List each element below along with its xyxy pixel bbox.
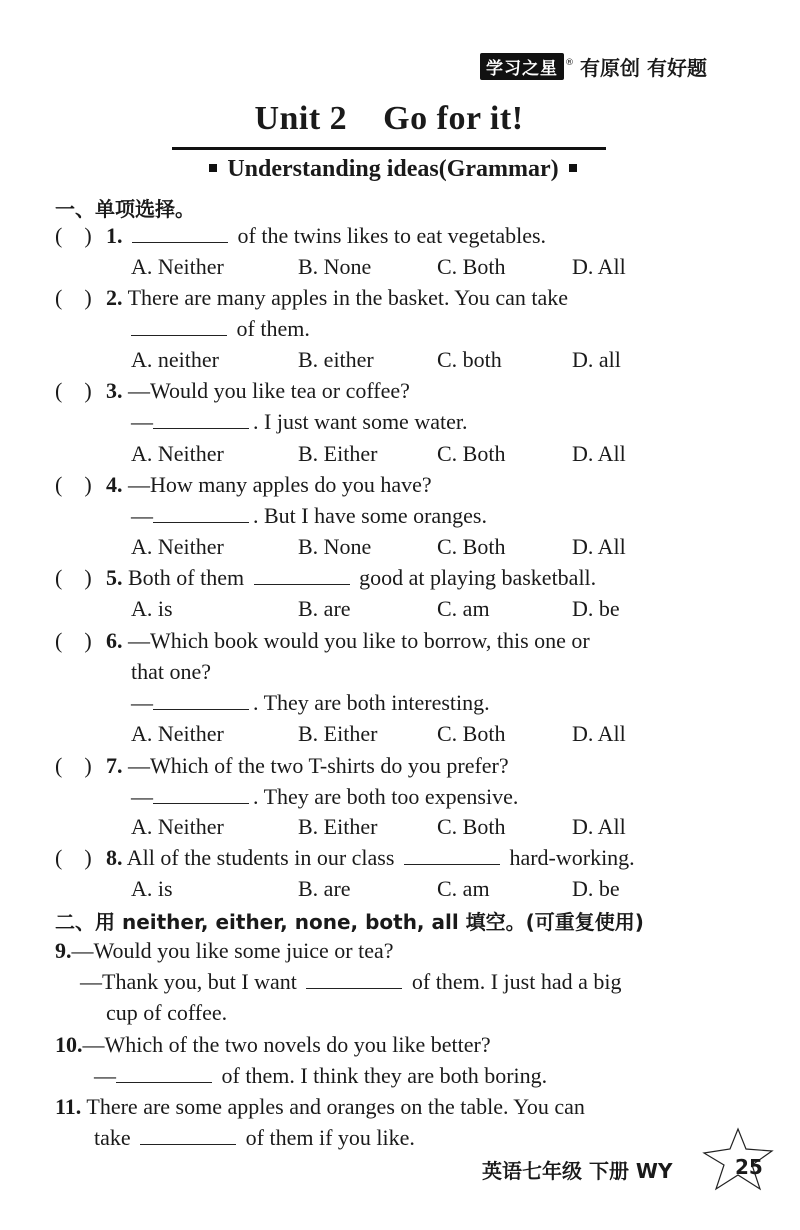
blank-q2[interactable]	[131, 317, 227, 336]
option-a: A. neither	[131, 347, 219, 372]
answer-paren-q1[interactable]: ( )	[55, 223, 92, 248]
question-8	[106, 844, 635, 872]
question-text: of them. I think they are both boring.	[221, 1063, 548, 1088]
option-b: B. are	[298, 876, 351, 901]
question-2-cont	[131, 315, 310, 343]
question-text: of them. I just had a big	[411, 969, 622, 994]
page-number: 25	[735, 1155, 763, 1179]
option-a: A. is	[131, 596, 173, 621]
option-d: D. be	[572, 876, 620, 901]
blank-q3[interactable]	[153, 410, 249, 429]
question-number: 4.	[106, 472, 123, 497]
option-a: A. Neither	[131, 254, 224, 279]
question-number: 1.	[106, 223, 123, 248]
answer-paren-q7[interactable]: ( )	[55, 753, 92, 778]
question-text: —Which of the two novels do you like better?	[82, 1032, 491, 1057]
option-d: D. All	[572, 254, 626, 279]
question-text: —Which of the two T-shirts do you prefer?	[128, 753, 509, 778]
question-text: There are many apples in the basket. You can take	[127, 285, 569, 310]
question-text: —Would you like some juice or tea?	[71, 938, 394, 963]
question-7	[106, 752, 509, 780]
question-number: 6.	[106, 628, 123, 653]
blank-q9[interactable]	[306, 970, 402, 989]
option-b: B. either	[298, 347, 374, 372]
option-d: D. All	[572, 441, 626, 466]
question-number: 8.	[106, 845, 123, 870]
answer-paren-q5[interactable]: ( )	[55, 565, 92, 590]
option-b: B. Either	[298, 441, 378, 466]
answer-paren-q6[interactable]: ( )	[55, 628, 92, 653]
option-a: A. Neither	[131, 441, 224, 466]
dash: —	[131, 784, 153, 809]
blank-q7[interactable]	[153, 785, 249, 804]
option-b: B. are	[298, 596, 351, 621]
question-text: —Which book would you like to borrow, this one or	[128, 628, 590, 653]
bullet-left-icon	[209, 164, 217, 172]
answer-paren-q2[interactable]: ( )	[55, 285, 92, 310]
question-text: —Thank you, but I want	[80, 969, 297, 994]
brand-name: 学习之星	[480, 53, 564, 80]
option-c: C. Both	[437, 441, 506, 466]
answer-paren-q4[interactable]: ( )	[55, 472, 92, 497]
brand-logo	[480, 52, 707, 81]
question-10	[55, 1031, 491, 1059]
question-number: 7.	[106, 753, 123, 778]
question-6-answer	[131, 689, 490, 717]
section2-heading: 二、用 neither, either, none, both, all 填空。(可重复使用)	[55, 910, 644, 934]
option-b: B. Either	[298, 721, 378, 746]
question-text: of the twins likes to eat vegetables.	[237, 223, 547, 248]
blank-q11[interactable]	[140, 1126, 236, 1145]
page-title: Unit 2 Go for it!	[254, 100, 524, 137]
question-number: 5.	[106, 565, 123, 590]
blank-q8[interactable]	[404, 846, 500, 865]
option-a: A. Neither	[131, 534, 224, 559]
blank-q6[interactable]	[153, 691, 249, 710]
question-7-cont	[131, 783, 518, 811]
question-10-answer	[94, 1062, 547, 1090]
answer-paren-q3[interactable]: ( )	[55, 378, 92, 403]
question-11-cont	[94, 1124, 415, 1152]
blank-q5[interactable]	[254, 566, 350, 585]
title-underline	[172, 147, 606, 150]
option-b: B. None	[298, 254, 372, 279]
option-d: D. All	[572, 534, 626, 559]
book-info: 英语七年级 下册 WY	[482, 1159, 673, 1183]
question-number: 9.	[55, 938, 72, 963]
question-3-cont	[131, 408, 467, 436]
question-text: of them if you like.	[245, 1125, 415, 1150]
question-text: There are some apples and oranges on the table. You can	[86, 1094, 585, 1119]
option-c: C. Both	[437, 254, 506, 279]
question-text: . But I have some oranges.	[253, 503, 487, 528]
option-b: B. None	[298, 534, 372, 559]
dash: —	[131, 409, 153, 434]
option-c: C. Both	[437, 721, 506, 746]
question-2	[106, 284, 568, 312]
page-subtitle	[168, 156, 618, 183]
blank-q10[interactable]	[116, 1064, 212, 1083]
question-number: 11.	[55, 1094, 82, 1119]
question-text: hard-working.	[509, 845, 635, 870]
option-d: D. All	[572, 814, 626, 839]
option-d: D. all	[572, 347, 621, 372]
dash: —	[94, 1063, 116, 1088]
blank-q4[interactable]	[153, 504, 249, 523]
option-a: A. is	[131, 876, 173, 901]
section1-heading: 一、单项选择。	[55, 197, 195, 221]
option-c: C. Both	[437, 534, 506, 559]
dash: —	[131, 503, 153, 528]
option-c: C. am	[437, 596, 490, 621]
brand-slogan: 有原创 有好题	[580, 56, 707, 80]
question-6-cont: that one?	[131, 659, 212, 684]
question-11	[55, 1093, 585, 1121]
dash: —	[131, 690, 153, 715]
question-3	[106, 377, 410, 405]
question-5	[106, 564, 596, 592]
question-4-cont	[131, 502, 487, 530]
option-c: C. Both	[437, 814, 506, 839]
question-text: . I just want some water.	[253, 409, 468, 434]
option-c: C. am	[437, 876, 490, 901]
option-a: A. Neither	[131, 814, 224, 839]
question-text: good at playing basketball.	[359, 565, 597, 590]
question-text: . They are both interesting.	[253, 690, 490, 715]
option-d: D. be	[572, 596, 620, 621]
question-text: Both of them	[128, 565, 245, 590]
subtitle-text: Understanding ideas(Grammar)	[227, 156, 559, 182]
question-6	[106, 627, 590, 655]
option-d: D. All	[572, 721, 626, 746]
question-text: take	[94, 1125, 131, 1150]
question-number: 2.	[106, 285, 123, 310]
question-text: All of the students in our class	[126, 845, 395, 870]
question-9	[55, 937, 394, 965]
option-c: C. both	[437, 347, 502, 372]
registered-mark: ®	[565, 57, 574, 68]
question-9-cont: cup of coffee.	[106, 1000, 228, 1025]
answer-paren-q8[interactable]: ( )	[55, 845, 92, 870]
question-number: 10.	[55, 1032, 83, 1057]
question-text: of them.	[236, 316, 310, 341]
question-text: —Would you like tea or coffee?	[128, 378, 410, 403]
option-b: B. Either	[298, 814, 378, 839]
question-text: . They are both too expensive.	[253, 784, 519, 809]
option-a: A. Neither	[131, 721, 224, 746]
question-4	[106, 471, 432, 499]
question-9-answer	[80, 968, 621, 996]
question-number: 3.	[106, 378, 123, 403]
question-text: —How many apples do you have?	[128, 472, 432, 497]
blank-q1[interactable]	[132, 224, 228, 243]
question-1	[106, 222, 546, 250]
bullet-right-icon	[569, 164, 577, 172]
